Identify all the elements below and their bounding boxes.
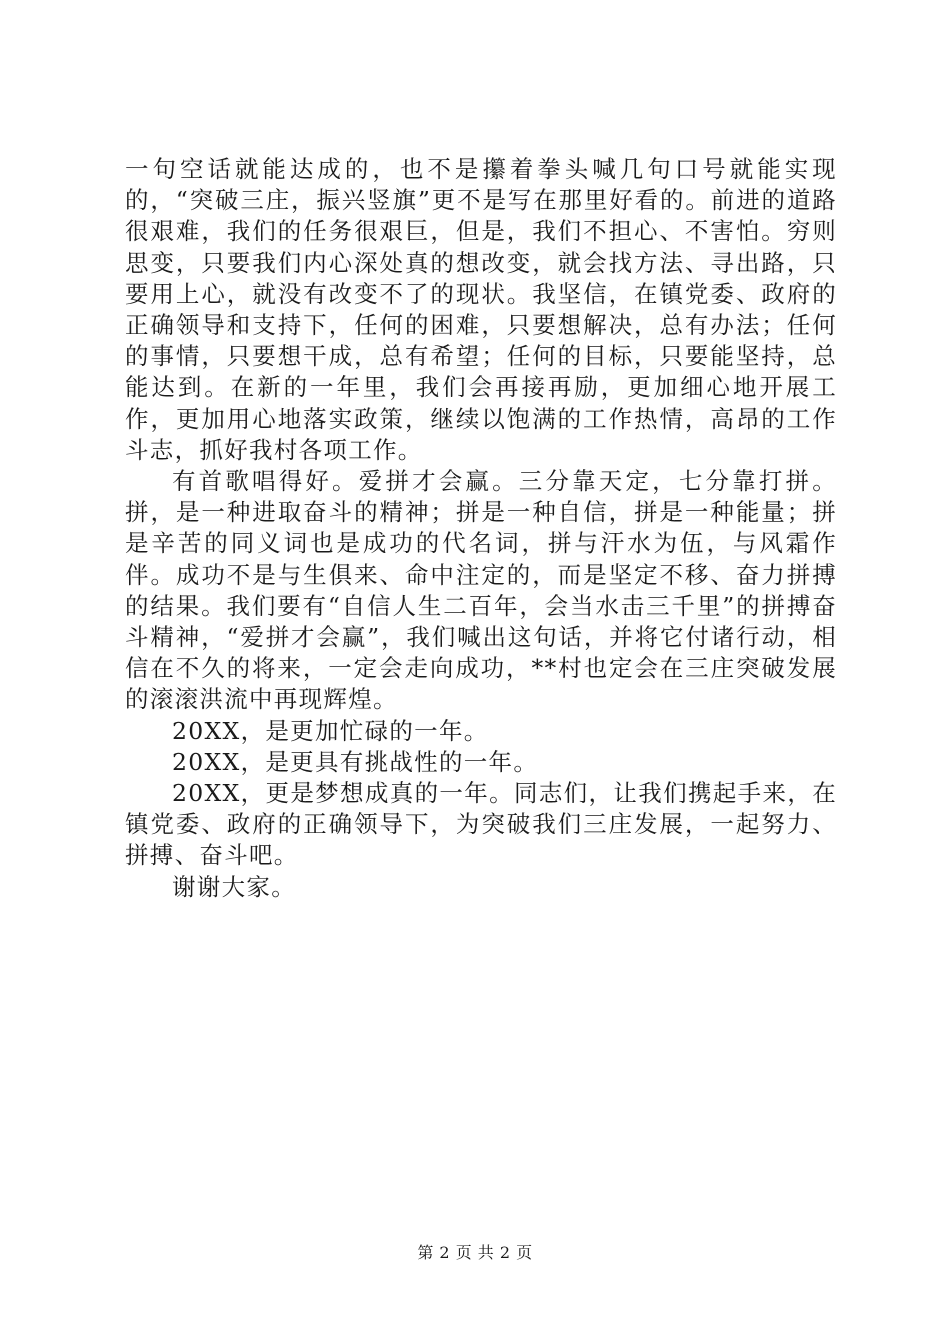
paragraph-busy-year: 20XX，是更加忙碌的一年。 <box>172 716 489 745</box>
paragraph-dream-year: 20XX，更是梦想成真的一年。同志们，让我们携起手来，在镇党委、政府的正确领导下，为突破我们三庄发展，一起努力、拼搏、奋斗吧。 <box>125 779 837 870</box>
paragraph-thanks: 谢谢大家。 <box>172 872 296 901</box>
paragraph-challenge-year: 20XX，是更具有挑战性的一年。 <box>172 747 539 776</box>
page-number-footer: 第 2 页 共 2 页 <box>417 1243 533 1262</box>
paragraph-continued: 一句空话就能达成的，也不是攥着拳头喊几句口号就能实现的，“突破三庄，振兴竖旗”更不是写在那里好看的。前进的道路很艰难，我们的任务很艰巨，但是，我们不担心、不害怕。穷则思变，只要我们内心深处真的想改变，就会找方法、寻出路，只要用上心，就没有改变不了的现状。我坚信，在镇党委、政府的正确领导和支持下，任何的困难，只要想解决，总有办法；任何的事情，只要想干成，总有希望；任何的目标，只要能坚持，总能达到。在新的一年里，我们会再接再励，更加细心地开展工作，更加用心地落实政策，继续以饱满的工作热情，高昂的工作斗志，抓好我村各项工作。 <box>125 155 837 464</box>
paragraph-song: 有首歌唱得好。爱拼才会赢。三分靠天定，七分靠打拼。拼，是一种进取奋斗的精神；拼是一种自信，拼是一种能量；拼是辛苦的同义词也是成功的代名词，拼与汗水为伍，与风霜作伴。成功不是与生俱来、命中注定的，而是坚定不移、奋力拼搏的结果。我们要有“自信人生二百年，会当水击三千里”的拼搏奋斗精神，“爱拼才会赢”，我们喊出这句话，并将它付诸行动，相信在不久的将来，一定会走向成功，**村也定会在三庄突破发展的滚滚洪流中再现辉煌。 <box>125 467 837 714</box>
document-body <box>125 154 837 903</box>
